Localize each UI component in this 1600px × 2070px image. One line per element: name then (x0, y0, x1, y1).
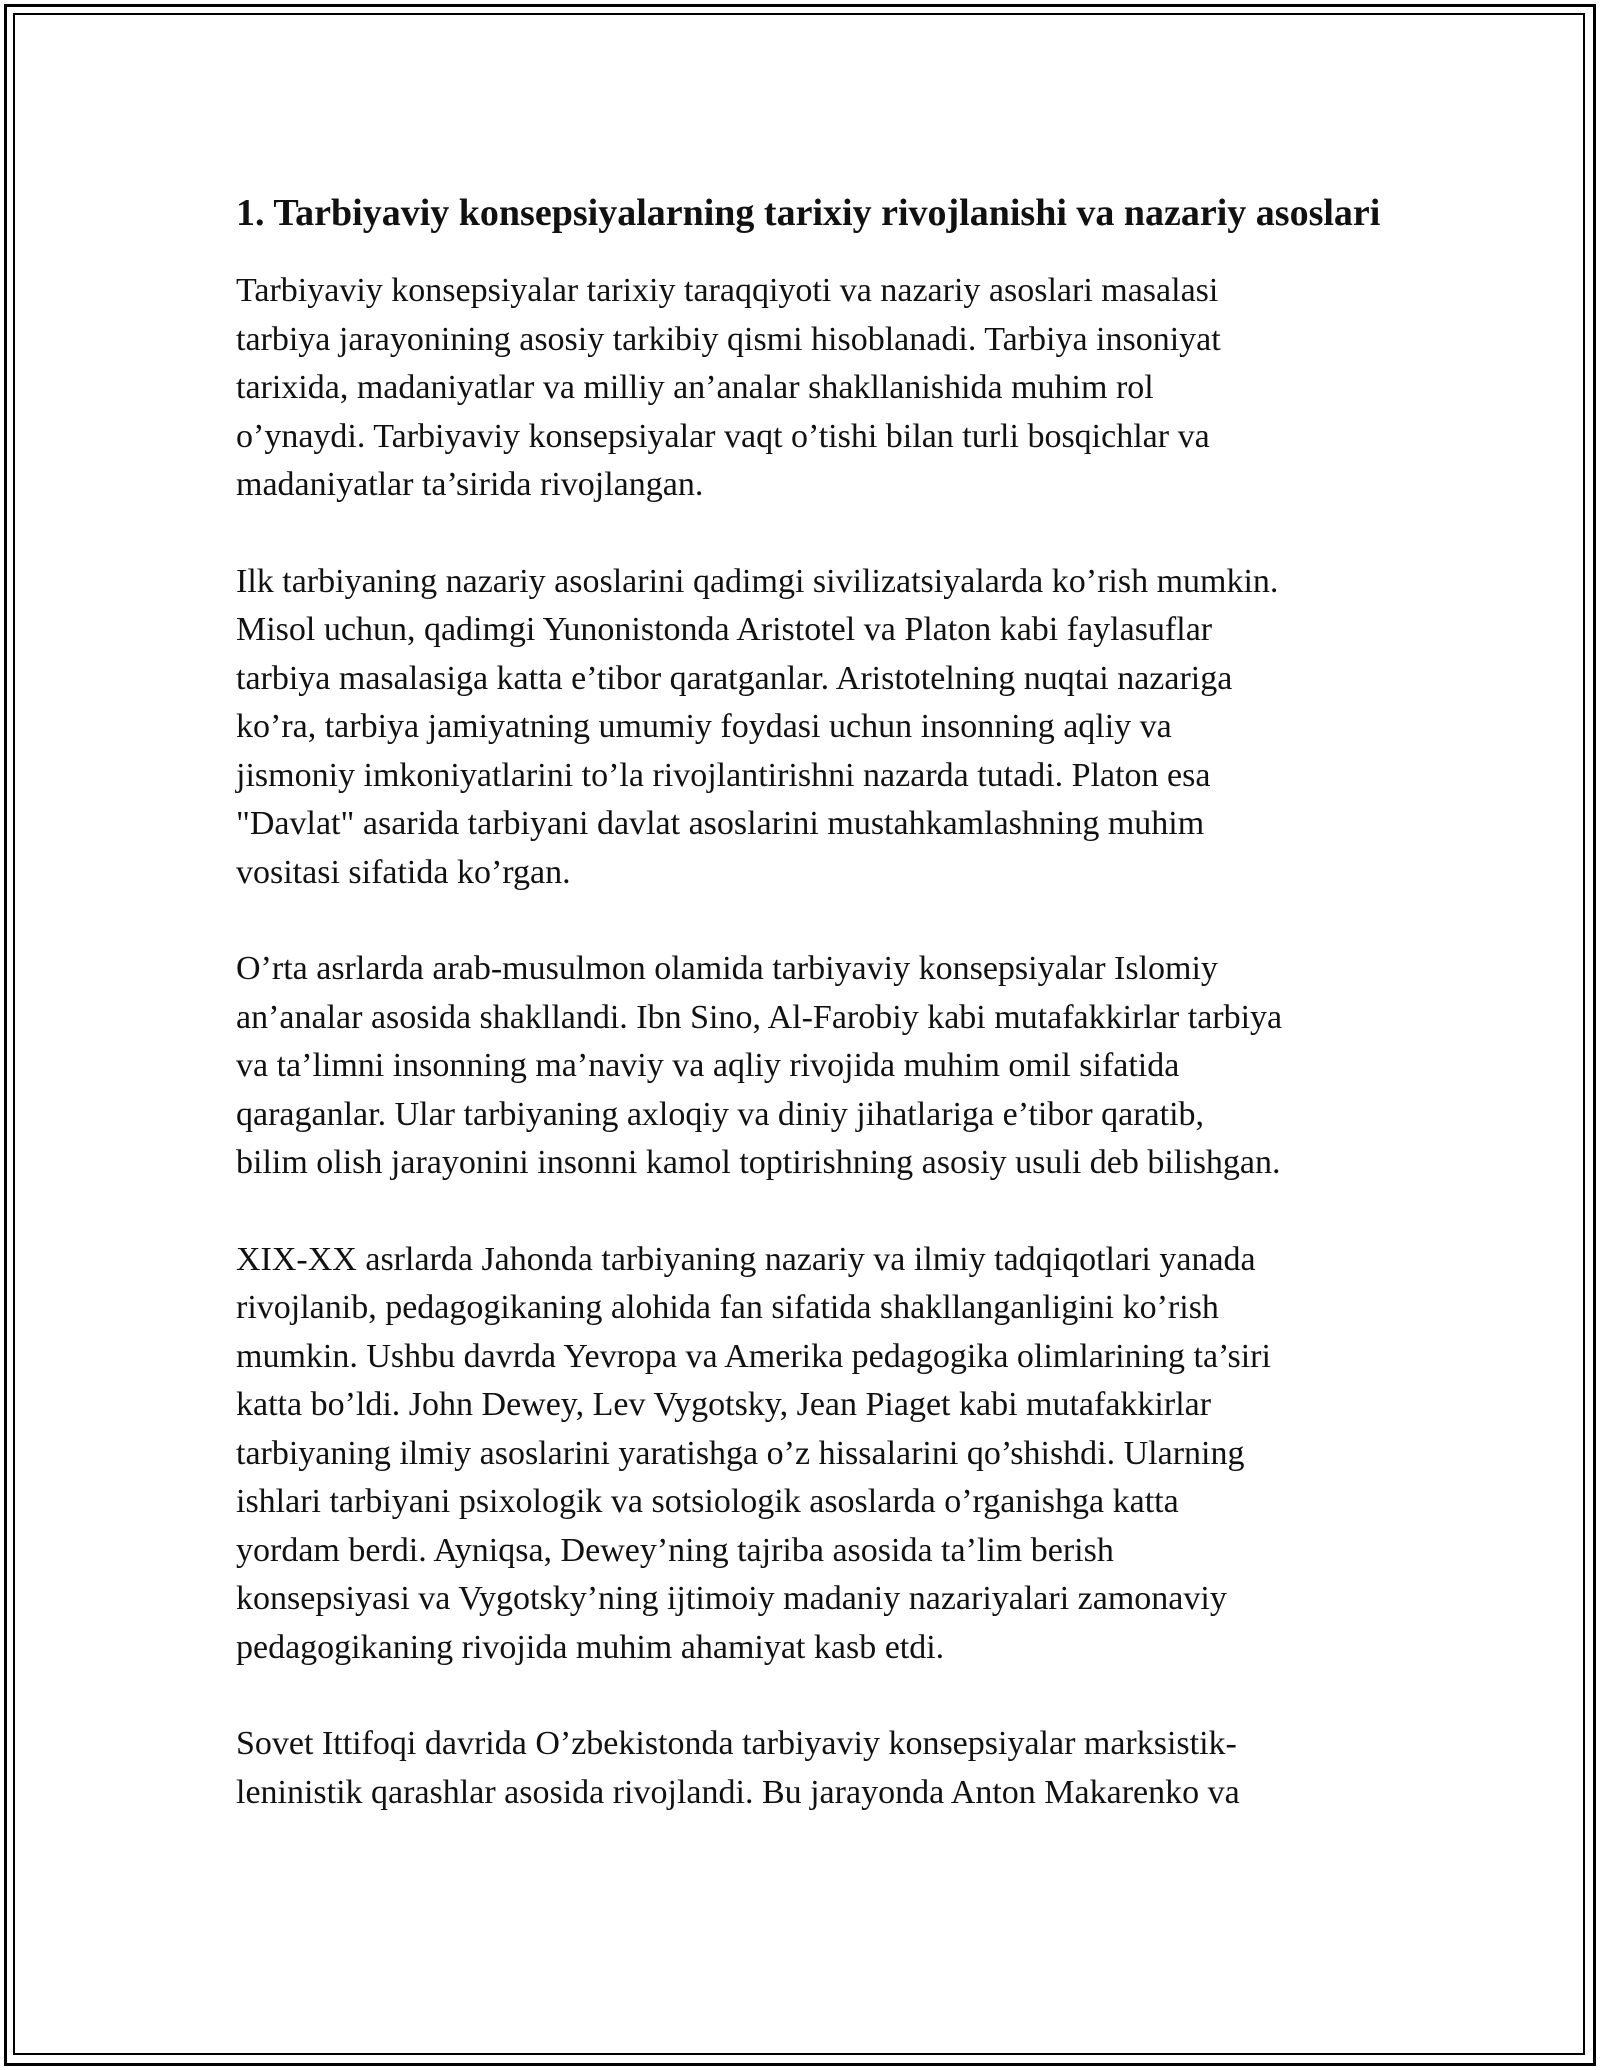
paragraph-3: O’rta asrlarda arab-musulmon olamida tarbiyaviy konsepsiyalar Islomiy an’analar asosida shakllandi. Ibn Sino, Al-Farobiy kabi mutafakkirlar tarbiya va ta’limni insonning ma’naviy va aqliy rivojida muhim omil sifatida qaraganlar. Ular tarbiyaning axloqiy va diniy jihatlariga e’tibor qaratib, bilim olish jarayonini insonni kamol toptirishning asosiy usuli deb bilishgan. (236, 950, 1283, 1181)
section-heading: 1. Tarbiyaviy konsepsiyalarning tarixiy rivojlanishi va nazariy asoslari (236, 192, 1381, 234)
paragraph-2: Ilk tarbiyaning nazariy asoslarini qadimgi sivilizatsiyalarda ko’rish mumkin. Misol uchun, qadimgi Yunonistonda Aristotel va Platon kabi faylasuflar tarbiya masalasiga katta e’tibor qaratganlar. Aristotelning nuqtai nazariga ko’ra, tarbiya jamiyatning umumiy foydasi uchun insonning aqliy va jismoniy imkoniyatlarini to’la rivojlantirishni nazarda tutadi. Platon esa "Davlat" asarida tarbiyani davlat asoslarini mustahkamlashning muhim vositasi sifatida ko’rgan. (236, 562, 1279, 891)
paragraph-4: XIX-XX asrlarda Jahonda tarbiyaning nazariy va ilmiy tadqiqotlari yanada rivojlanib, pedagogikaning alohida fan sifatida shakllanganligini ko’rish mumkin. Ushbu davrda Yevropa va Amerika pedagogika olimlarining ta’siri katta bo’ldi. John Dewey, Lev Vygotsky, Jean Piaget kabi mutafakkirlar tarbiyaning ilmiy asoslarini yaratishga o’z hissalarini qo’shishdi. Ularning ishlari tarbiyani psixologik va sotsiologik asoslarda o’rganishga katta yordam berdi. Ayniqsa, Dewey’ning tajriba asosida ta’lim berish konsepsiyasi va Vygotsky’ning ijtimoiy madaniy nazariyalari zamonaviy pedagogikaning rivojida muhim ahamiyat kasb etdi. (236, 1240, 1271, 1666)
paragraph-5: Sovet Ittifoqi davrida O’zbekistonda tarbiyaviy konsepsiyalar marksistik- leninistik qarashlar asosida rivojlandi. Bu jarayonda Anton Makarenko va (236, 1725, 1240, 1811)
paragraph-1: Tarbiyaviy konsepsiyalar tarixiy taraqqiyoti va nazariy asoslari masalasi tarbiya jarayonining asosiy tarkibiy qismi hisoblanadi. Tarbiya insoniyat tarixida, madaniyatlar va milliy an’analar shakllanishida muhim rol o’ynaydi. Tarbiyaviy konsepsiyalar vaqt o’tishi bilan turli bosqichlar va madaniyatlar ta’sirida rivojlangan. (236, 272, 1221, 503)
document-page (236, 186, 1396, 1865)
